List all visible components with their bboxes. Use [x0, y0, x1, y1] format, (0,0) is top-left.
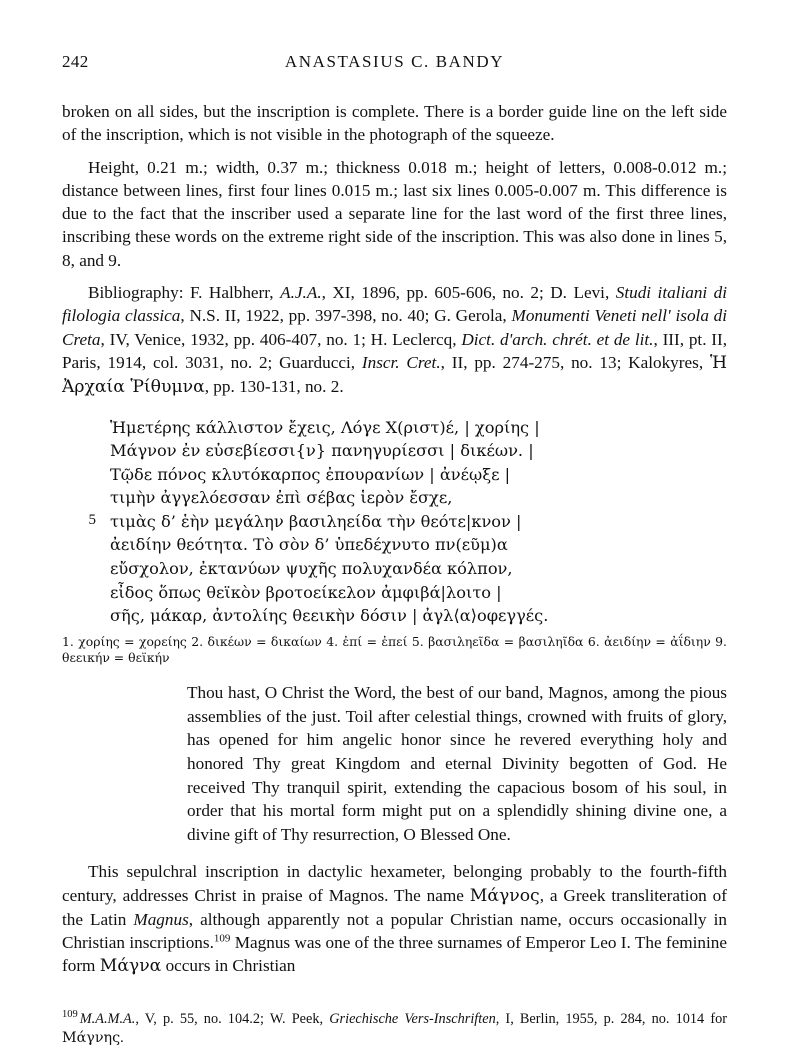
verse-line: [62, 604, 727, 628]
verse-line-number: [62, 581, 110, 605]
apparatus-criticus: 1. χορίης = χορείης 2. δικέων = δικαίων 4. ἐπί = ἐπεί 5. βασιληεῖδα = βασιληῖδα 6. ἀειδίην = ἀΐδιην 9. θεεικήν = θεϊκήν: [62, 633, 727, 666]
verse-line-text: εὔσχολον, ἐκτανύων ψυχῆς πολυχανδέα κόλπον,: [110, 558, 513, 578]
verse-line: [62, 581, 727, 605]
bib-tail-2: , N.S. II, 1922, pp. 397-398, no. 40; G. Gerola,: [180, 306, 507, 326]
commentary-greek-magna: Μάγνα: [99, 956, 162, 977]
verse-line-number: [62, 486, 110, 510]
verse-line-text: Ἡμετέρης κάλλιστον ἔχεις, Λόγε Χ(ριστ)έ, | χορίης |: [110, 417, 540, 437]
bib-title-5: Inscr. Cret.: [361, 352, 441, 372]
verse-line-text: τιμὰς δ’ ἑὴν μεγάλην βασιληείδα τὴν θεότε|κνον |: [110, 511, 522, 531]
verse-line-text: Τῷδε πόνος κλυτόκαρπος ἐπουρανίων | ἀνέῳξε |: [110, 464, 511, 484]
verse-line-text: εἶδος ὅπως θεϊκὸν βροτοείκελον ἀμφιβά|λοιτο |: [110, 582, 502, 602]
footnote-109: [62, 1010, 727, 1049]
paragraph-measurements: Height, 0.21 m.; width, 0.37 m.; thickness 0.018 m.; height of letters, 0.008-0.012 m.; distance between lines, first four lines 0.015 m.; last six lines 0.005-0.007 m. This difference is due to the fact that the inscriber used a separate line for the last word of the first three lines, inscribing these words on the extreme right side of the inscription. This was also done in lines 5, 8, and 9.: [62, 157, 727, 270]
translation-block: [62, 681, 727, 846]
footnote-title-2: Griechische Vers-Inschriften: [329, 1010, 496, 1027]
commentary-part-5: occurs in Christian: [161, 956, 296, 976]
bib-title-1: A.J.A.: [280, 283, 322, 303]
bib-tail-3: , IV, Venice, 1932, pp. 406-407, no. 1; H. Leclercq,: [100, 329, 457, 349]
translation-text: Thou hast, O Christ the Word, the best of our band, Magnos, among the pious assemblies of the just. Toil after celestial things, crowned with fruits of glory, has opened for him angelic honor since he revered everything holy and honored Thy great Kingdom and eternal Divinity begotten of God. He received Thy tranquil spirit, extending the capacious bosom of his soul, in order that his mortal form might put on a splendidly shining divine one, a divine gift of Thy resurrection, O Blessed One.: [187, 683, 727, 844]
commentary-part-3: , although apparently not a popular Christian name, occurs occasionally in Christian inscriptions.: [62, 909, 727, 953]
running-head: ANASTASIUS C. BANDY: [284, 52, 505, 71]
verse-line: [62, 486, 727, 510]
footnote-number: 109: [62, 1009, 78, 1020]
footnote-part-1: , V, p. 55, no. 104.2; W. Peek,: [135, 1010, 330, 1027]
paragraph-continuation: broken on all sides, but the inscription is complete. There is a border guide line on the left side of the inscription, which is not visible in the photograph of the squeeze.: [62, 102, 727, 145]
verse-line: [62, 416, 727, 440]
verse-line-number: [62, 463, 110, 487]
commentary-greek-magnos: Μάγνος: [469, 885, 540, 906]
verse-line-text: Μάγνον ἐν εὐσεβίεσσι{ν} πανηγυρίεσσι | δικέων. |: [110, 441, 534, 461]
footnote-greek-name: Μάγνης: [62, 1030, 121, 1047]
commentary-part-1: This sepulchral inscription in dactylic hexameter, belonging probably to the fourth-fifth century, addresses Christ in praise of Magnos. The name: [62, 862, 727, 905]
paragraph-bibliography: [62, 281, 727, 399]
bib-tail-5: , II, pp. 274-275, no. 13; Kalokyres,: [440, 352, 704, 372]
bib-tail-1: , XI, 1896, pp. 605-606, no. 2; D. Levi,: [321, 283, 610, 303]
bib-tail-6: , pp. 130-131, no. 2.: [204, 377, 344, 397]
footnote-reference-109[interactable]: 109: [213, 932, 231, 945]
paragraph-commentary: [62, 860, 727, 978]
bib-title-2: Studi italiani di filologia classica: [62, 283, 728, 326]
footnote-title-1: M.A.M.A.: [79, 1010, 136, 1027]
verse-line: [62, 463, 727, 487]
verse-line-number: [62, 416, 110, 440]
verse-line-number: 5: [88, 511, 96, 528]
footnote-part-3: .: [120, 1030, 124, 1047]
page-number: 242: [62, 52, 89, 71]
bib-title-6: Ἡ Ἀρχαία Ῥίθυμνα: [62, 352, 728, 398]
commentary-part-2: , a Greek transliteration of the Latin: [62, 885, 727, 929]
verse-line-text: σῆς, μάκαρ, ἀντολίης θεεικὴν δόσιν | ἀγλ⟨α⟩οφεγγές.: [110, 606, 549, 626]
bib-tail-4: , III, pt. II, Paris, 1914, col. 3031, no. 2; Guarducci,: [62, 329, 728, 372]
bibliography-label: Bibliography:: [88, 283, 184, 303]
verse-line-text: ἀειδίην θεότητα. Τὸ σὸν δ’ ὑπεδέχνυτο πν(εῦμ)α: [110, 535, 508, 555]
verse-line-number: [62, 604, 110, 628]
commentary-latin-magnus: Magnus: [133, 909, 189, 929]
verse-line-number: [62, 439, 110, 463]
verse-line-number: [62, 533, 110, 557]
verse-line: [62, 557, 727, 581]
commentary-part-4: Magnus was one of the three surnames of Emperor Leo I. The feminine form: [62, 933, 727, 976]
verse-line: [62, 439, 727, 463]
footnote-part-2: , I, Berlin, 1955, p. 284, no. 1014 for: [495, 1010, 728, 1027]
verse-line-number: [62, 557, 110, 581]
verse-line-text: τιμὴν ἀγγελόεσσαν ἐπὶ σέβας ἱερὸν ἔσχε,: [110, 488, 453, 508]
verse-line: [62, 533, 727, 557]
bib-title-3: Monumenti Veneti nell' isola di Creta: [62, 306, 728, 349]
verse-line: [62, 510, 727, 534]
bib-entry-text: F. Halbherr,: [189, 283, 274, 303]
greek-inscription-text: [62, 416, 727, 628]
page-header: [62, 52, 727, 74]
bib-title-4: Dict. d'arch. chrét. et de lit.: [461, 329, 654, 349]
